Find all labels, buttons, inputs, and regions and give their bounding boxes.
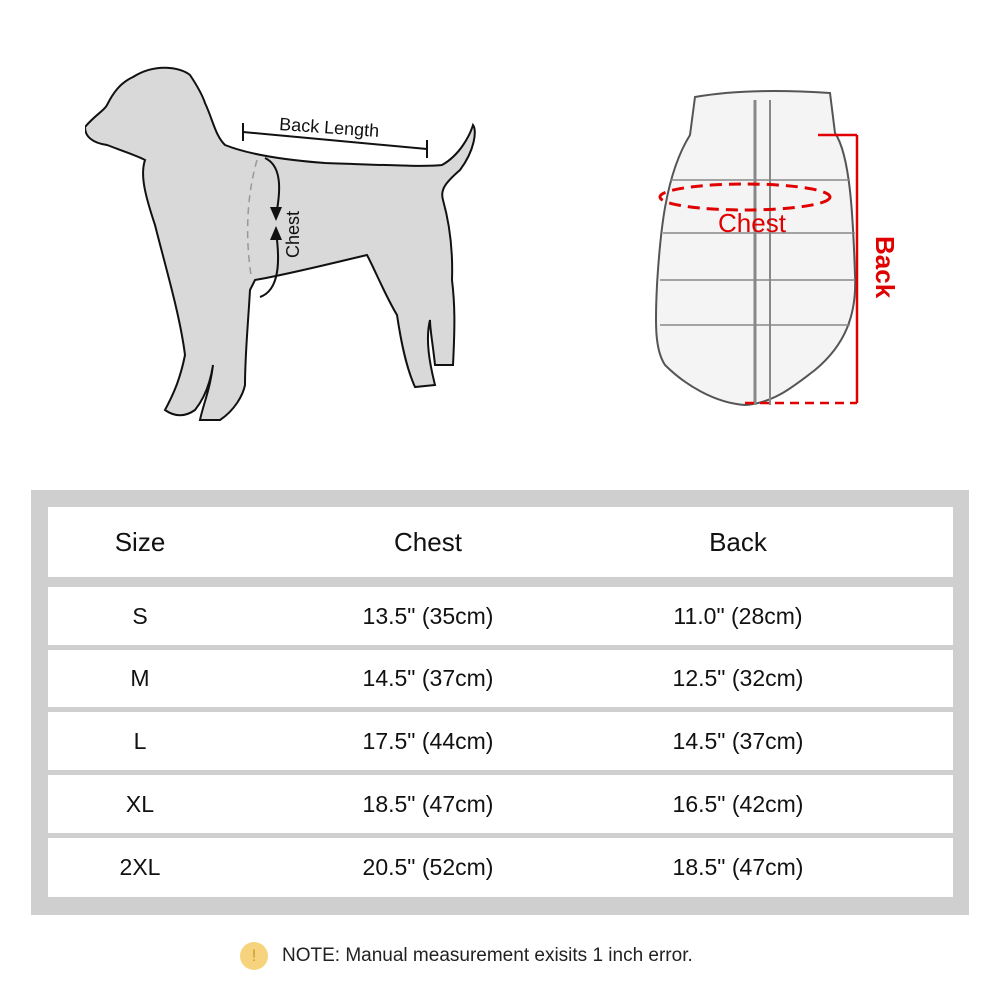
header-chest: Chest [394, 526, 462, 557]
chest-cell: 17.5" (44cm) [362, 727, 494, 754]
header-size: Size [114, 526, 166, 557]
vest-back-label: Back [870, 236, 900, 299]
back-cell: 14.5" (37cm) [672, 727, 804, 754]
note-text: NOTE: Manual measurement exisits 1 inch error. [282, 945, 693, 966]
back-cell: 16.5" (42cm) [672, 790, 804, 817]
back-cell: 12.5" (32cm) [672, 665, 804, 691]
size-cell: XL [125, 790, 155, 817]
measurement-note [240, 942, 693, 970]
table-row [48, 587, 953, 645]
warning-icon: ! [240, 942, 268, 970]
dog-chest-label: Chest [283, 210, 303, 258]
table-header-row [48, 507, 953, 577]
chest-cell: 20.5" (52cm) [362, 854, 494, 880]
table-row [48, 838, 953, 897]
back-cell: 11.0" (28cm) [673, 602, 803, 629]
size-cell: M [130, 665, 150, 691]
table-row [48, 650, 953, 707]
table-row [48, 712, 953, 770]
size-chart-table [31, 490, 969, 915]
back-length-label: Back Length [278, 114, 380, 141]
chest-cell: 18.5" (47cm) [362, 790, 494, 817]
chest-cell: 14.5" (37cm) [362, 665, 494, 691]
header-back: Back [709, 526, 767, 557]
table-row [48, 775, 953, 833]
chest-cell: 13.5" (35cm) [362, 602, 494, 629]
size-cell: L [133, 727, 147, 754]
size-cell: 2XL [119, 854, 161, 880]
back-cell: 18.5" (47cm) [672, 854, 804, 880]
vest-chest-label: Chest [718, 208, 786, 238]
size-cell: S [132, 602, 148, 629]
